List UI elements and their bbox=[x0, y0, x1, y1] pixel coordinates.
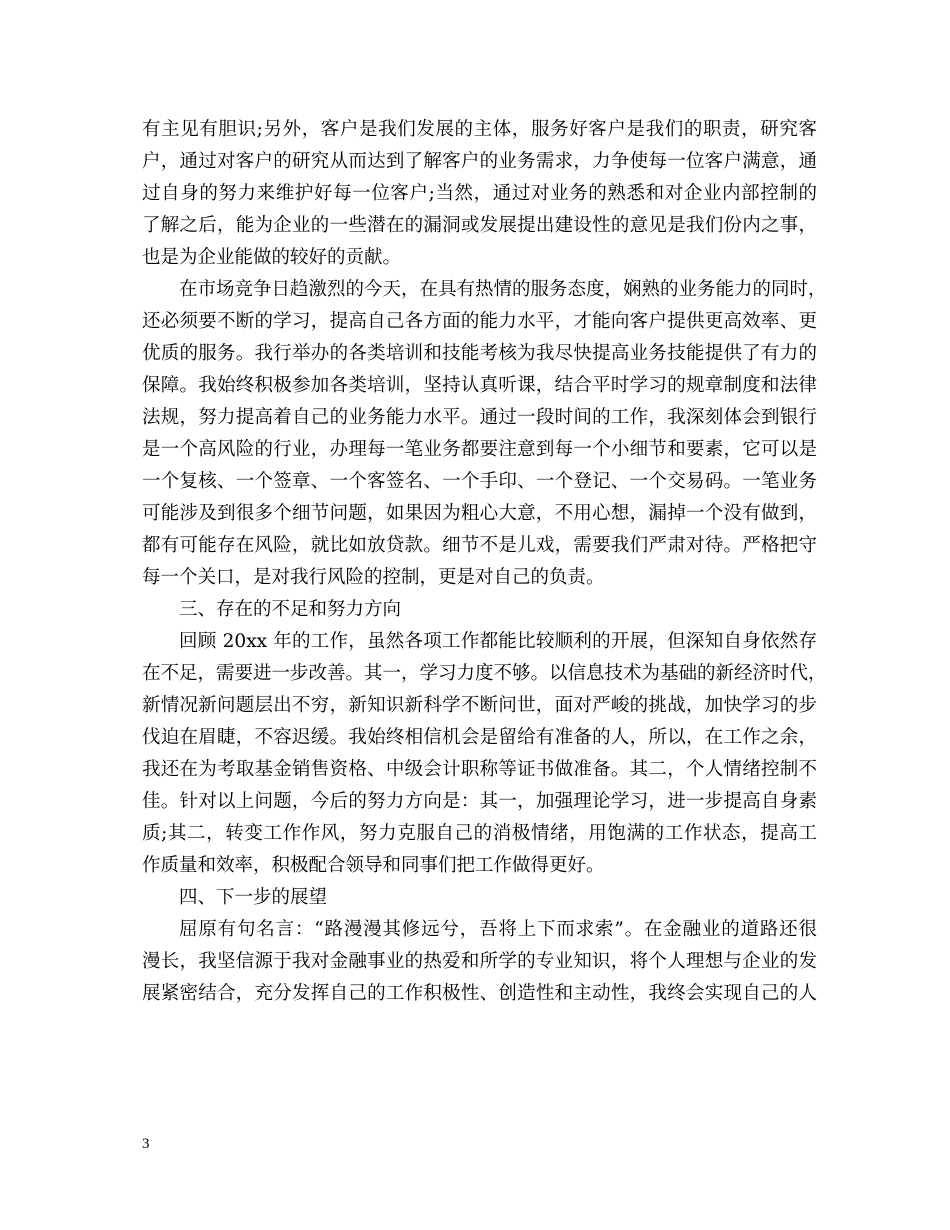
text-line: 法规，努力提高着自己的业务能力水平。通过一段时间的工作，我深刻体会到银行 bbox=[142, 407, 817, 428]
text-line: 也是为企业能做的较好的贡献。 bbox=[142, 247, 402, 268]
text-line: 每一个关口，是对我行风险的控制，更是对自己的负责。 bbox=[142, 567, 605, 588]
paragraph bbox=[142, 914, 817, 1010]
page-number: 3 bbox=[142, 1136, 150, 1152]
text-line: 佳。针对以上问题，今后的努力方向是：其一，加强理论学习，进一步提高自身素 bbox=[142, 791, 817, 812]
text-line: 新情况新问题层出不穷，新知识新科学不断问世，面对严峻的挑战，加快学习的步 bbox=[142, 695, 817, 716]
paragraph bbox=[142, 114, 817, 274]
section-heading bbox=[142, 594, 817, 626]
text-line: 优质的服务。我行举办的各类培训和技能考核为我尽快提高业务技能提供了有力的 bbox=[142, 343, 817, 364]
text-line: 展紧密结合，充分发挥自己的工作积极性、创造性和主动性，我终会实现自己的人 bbox=[142, 983, 817, 1004]
text-line: 保障。我始终积极参加各类培训，坚持认真听课，结合平时学习的规章制度和法律 bbox=[142, 375, 817, 396]
text-line: 是一个高风险的行业，办理每一笔业务都要注意到每一个小细节和要素，它可以是 bbox=[142, 439, 817, 460]
section-heading bbox=[142, 882, 817, 914]
text-line: 可能涉及到很多个细节问题，如果因为粗心大意，不用心想，漏掉一个没有做到， bbox=[142, 503, 817, 524]
text-line: 回顾 20xx 年的工作，虽然各项工作都能比较顺利的开展，但深知自身依然存 bbox=[179, 631, 817, 652]
document-body bbox=[142, 114, 827, 1010]
text-line: 屈原有句名言：“路漫漫其修远兮，吾将上下而求索”。在金融业的道路还很 bbox=[179, 919, 817, 940]
text-line: 过自身的努力来维护好每一位客户;当然，通过对业务的熟悉和对企业内部控制的 bbox=[142, 183, 817, 204]
text-line: 还必须要不断的学习，提高自己各方面的能力水平，才能向客户提供更高效率、更 bbox=[142, 311, 817, 332]
text-line: 四、下一步的展望 bbox=[179, 887, 328, 908]
text-line: 作质量和效率，积极配合领导和同事们把工作做得更好。 bbox=[142, 855, 605, 876]
text-line: 我还在为考取基金销售资格、中级会计职称等证书做准备。其二，个人情绪控制不 bbox=[142, 759, 817, 780]
text-line: 三、存在的不足和努力方向 bbox=[179, 599, 402, 620]
paragraph bbox=[142, 626, 827, 882]
text-line: 漫长，我坚信源于我对金融事业的热爱和所学的专业知识，将个人理想与企业的发 bbox=[142, 951, 817, 972]
text-line: 都有可能存在风险，就比如放贷款。细节不是儿戏，需要我们严肃对待。严格把守 bbox=[142, 535, 817, 556]
text-line: 在市场竞争日趋激烈的今天，在具有热情的服务态度，娴熟的业务能力的同时， bbox=[179, 279, 827, 300]
paragraph bbox=[142, 274, 827, 594]
text-line: 伐迫在眉睫，不容迟缓。我始终相信机会是留给有准备的人，所以，在工作之余， bbox=[142, 727, 817, 748]
text-line: 质;其二，转变工作作风，努力克服自己的消极情绪，用饱满的工作状态，提高工 bbox=[142, 823, 817, 844]
text-line: 有主见有胆识;另外，客户是我们发展的主体，服务好客户是我们的职责，研究客 bbox=[142, 119, 817, 140]
text-line: 在不足，需要进一步改善。其一，学习力度不够。以信息技术为基础的新经济时代， bbox=[142, 663, 827, 684]
text-line: 户，通过对客户的研究从而达到了解客户的业务需求，力争使每一位客户满意，通 bbox=[142, 151, 817, 172]
text-line: 了解之后，能为企业的一些潜在的漏洞或发展提出建设性的意见是我们份内之事， bbox=[142, 215, 817, 236]
text-line: 一个复核、一个签章、一个客签名、一个手印、一个登记、一个交易码。一笔业务 bbox=[142, 471, 817, 492]
